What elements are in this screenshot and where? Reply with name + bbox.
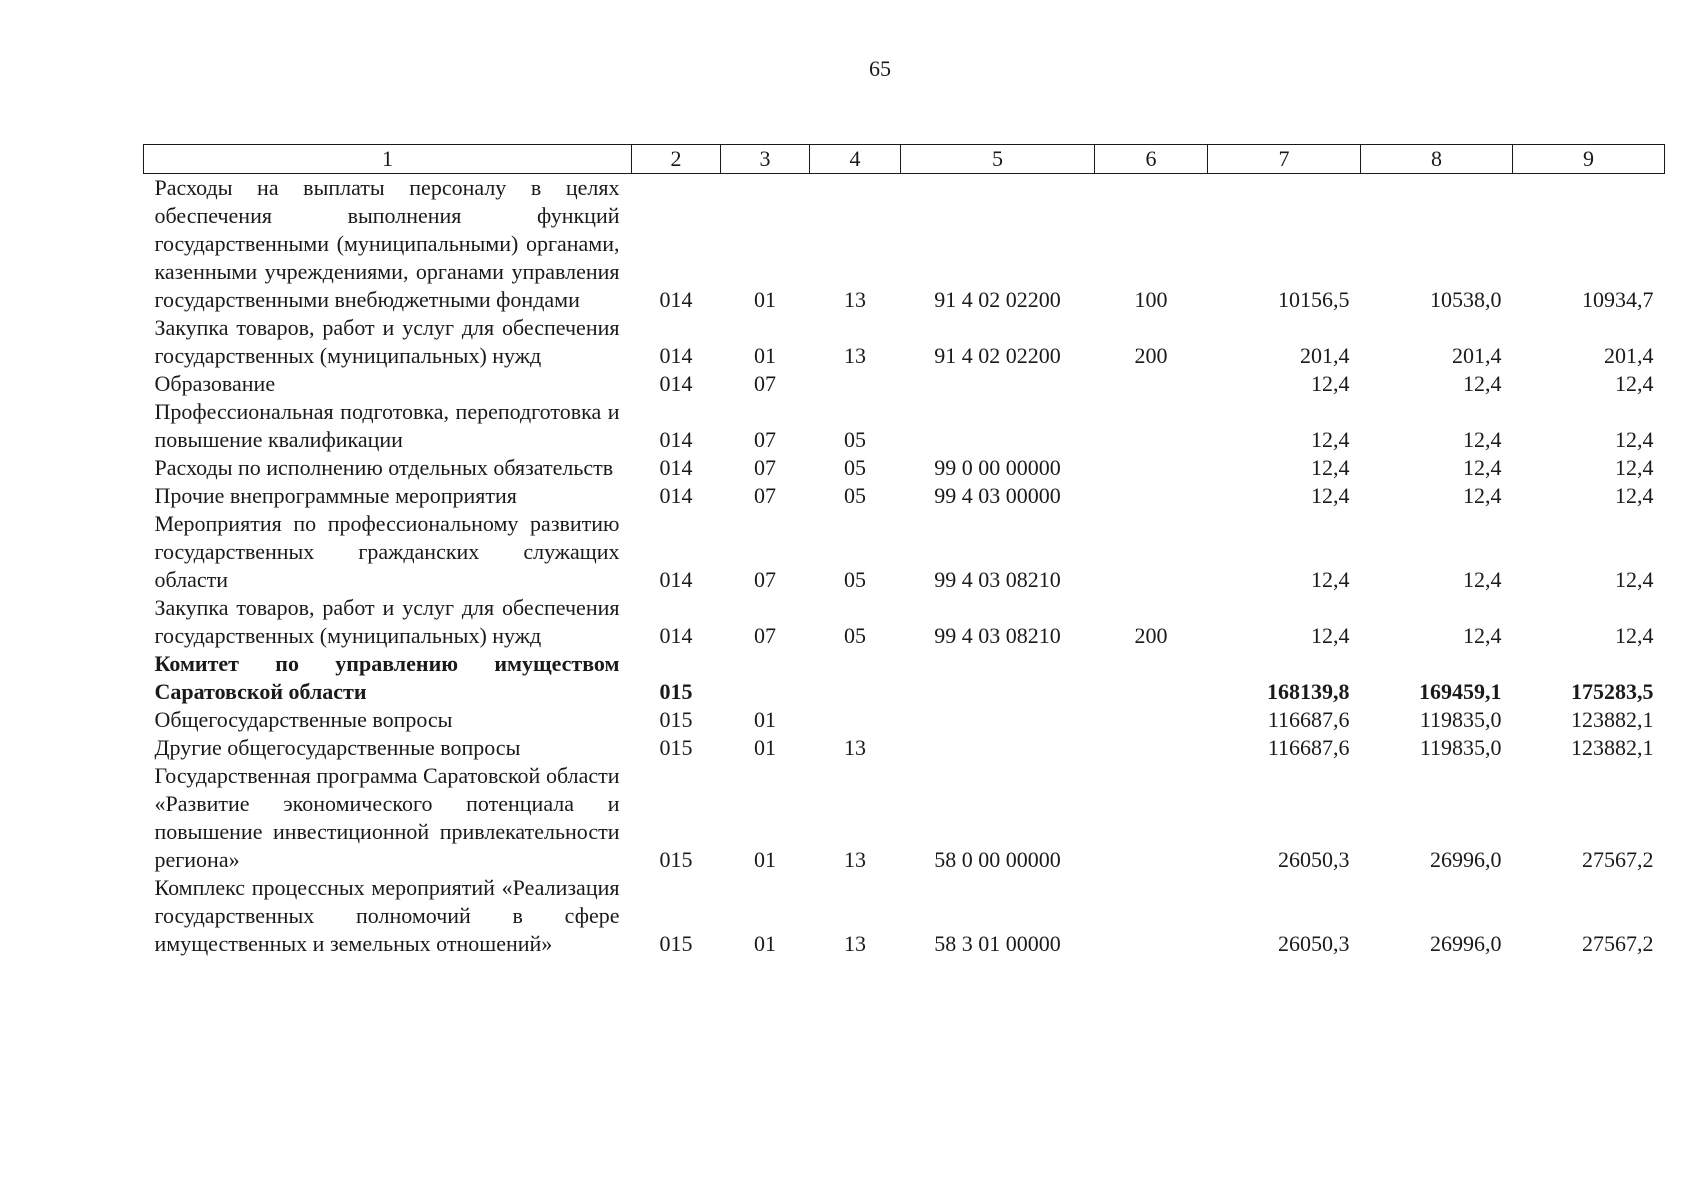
- budget-table: [143, 144, 1665, 958]
- cell-col4: 05: [844, 455, 866, 480]
- column-header: 4: [810, 145, 901, 174]
- cell-col3: 07: [754, 455, 776, 480]
- cell-col9: 123882,1: [1571, 735, 1654, 760]
- cell-col5: [901, 370, 1095, 398]
- cell-col4: 13: [844, 735, 866, 760]
- cell-col2: 014: [659, 567, 693, 592]
- table-row: [144, 510, 1665, 594]
- cell-col3: 01: [754, 847, 776, 872]
- cell-col5: [901, 398, 1095, 454]
- cell-col9: 12,4: [1615, 623, 1654, 648]
- cell-col7: 12,4: [1311, 567, 1350, 592]
- table-row: [144, 174, 1665, 315]
- cell-col7: 12,4: [1311, 623, 1350, 648]
- cell-col7: 10156,5: [1278, 287, 1350, 312]
- row-name: Комплекс процессных мероприятий «Реализация государственных полномочий в сфере имущественных и земельных отношений»: [154, 875, 620, 956]
- cell-col6: 200: [1134, 623, 1168, 648]
- cell-col6: [1095, 874, 1208, 958]
- table-row: [144, 370, 1665, 398]
- cell-col4: 05: [844, 483, 866, 508]
- cell-col3: [721, 650, 810, 706]
- cell-col6: [1095, 482, 1208, 510]
- row-name: Расходы по исполнению отдельных обязательств: [154, 455, 614, 480]
- column-header: 8: [1361, 145, 1513, 174]
- cell-col8: 12,4: [1463, 455, 1502, 480]
- cell-col5: 58 0 00 00000: [934, 847, 1061, 872]
- row-name: Профессиональная подготовка, переподготовка и повышение квалификации: [154, 399, 620, 452]
- cell-col7: 12,4: [1311, 427, 1350, 452]
- cell-col9: 27567,2: [1582, 931, 1654, 956]
- table-row: [144, 706, 1665, 734]
- column-header: 1: [144, 145, 632, 174]
- cell-col6: [1095, 734, 1208, 762]
- cell-col2: 014: [659, 455, 693, 480]
- cell-col9: 10934,7: [1582, 287, 1654, 312]
- table-row: [144, 594, 1665, 650]
- cell-col7: 26050,3: [1278, 847, 1350, 872]
- cell-col3: 01: [754, 343, 776, 368]
- cell-col5: [901, 734, 1095, 762]
- cell-col8: 169459,1: [1419, 679, 1502, 704]
- cell-col7: 12,4: [1311, 455, 1350, 480]
- row-name: Государственная программа Саратовской области «Развитие экономического потенциала и повышение инвестиционной привлекательности региона»: [154, 763, 620, 872]
- cell-col3: 01: [754, 931, 776, 956]
- cell-col2: 014: [659, 427, 693, 452]
- cell-col6: [1095, 650, 1208, 706]
- cell-col2: 015: [659, 707, 693, 732]
- cell-col6: 100: [1134, 287, 1168, 312]
- cell-col3: 01: [754, 287, 776, 312]
- cell-col5: 99 0 00 00000: [934, 455, 1061, 480]
- cell-col4: [810, 650, 901, 706]
- cell-col7: 12,4: [1311, 371, 1350, 396]
- cell-col7: 116687,6: [1267, 735, 1350, 760]
- cell-col4: 13: [844, 847, 866, 872]
- row-name: Общегосударственные вопросы: [154, 707, 453, 732]
- table-row: [144, 454, 1665, 482]
- column-header: 5: [901, 145, 1095, 174]
- cell-col4: 13: [844, 343, 866, 368]
- cell-col6: [1095, 706, 1208, 734]
- cell-col7: 116687,6: [1267, 707, 1350, 732]
- cell-col8: 119835,0: [1419, 735, 1502, 760]
- row-name: Образование: [154, 371, 276, 396]
- cell-col2: 015: [659, 847, 693, 872]
- cell-col9: 175283,5: [1571, 679, 1654, 704]
- cell-col3: 07: [754, 427, 776, 452]
- cell-col8: 12,4: [1463, 623, 1502, 648]
- cell-col2: 014: [659, 371, 693, 396]
- row-name: Другие общегосударственные вопросы: [154, 735, 521, 760]
- cell-col8: 201,4: [1452, 343, 1502, 368]
- cell-col9: 12,4: [1615, 455, 1654, 480]
- cell-col5: 99 4 03 08210: [934, 623, 1061, 648]
- cell-col5: 99 4 03 00000: [934, 483, 1061, 508]
- table-row: [144, 734, 1665, 762]
- column-header: 6: [1095, 145, 1208, 174]
- table-row: [144, 762, 1665, 874]
- cell-col6: [1095, 762, 1208, 874]
- cell-col4: 13: [844, 931, 866, 956]
- column-header: 3: [721, 145, 810, 174]
- cell-col9: 12,4: [1615, 567, 1654, 592]
- column-header: 2: [632, 145, 721, 174]
- row-name: Комитет по управлению имуществом Саратовской области: [154, 651, 620, 704]
- cell-col2: 014: [659, 483, 693, 508]
- table-row: [144, 314, 1665, 370]
- row-name: Мероприятия по профессиональному развитию государственных гражданских служащих области: [154, 511, 620, 592]
- cell-col8: 12,4: [1463, 567, 1502, 592]
- cell-col4: [810, 370, 901, 398]
- cell-col4: 05: [844, 567, 866, 592]
- cell-col8: 26996,0: [1430, 931, 1502, 956]
- cell-col2: 014: [659, 623, 693, 648]
- cell-col7: 26050,3: [1278, 931, 1350, 956]
- cell-col5: [901, 650, 1095, 706]
- cell-col5: 99 4 03 08210: [934, 567, 1061, 592]
- cell-col8: 26996,0: [1430, 847, 1502, 872]
- cell-col9: 12,4: [1615, 371, 1654, 396]
- cell-col5: 58 3 01 00000: [934, 931, 1061, 956]
- row-name: Закупка товаров, работ и услуг для обеспечения государственных (муниципальных) нужд: [154, 315, 620, 368]
- cell-col9: 123882,1: [1571, 707, 1654, 732]
- cell-col2: 015: [659, 931, 693, 956]
- cell-col4: 05: [844, 623, 866, 648]
- cell-col2: 015: [659, 679, 693, 704]
- cell-col8: 10538,0: [1430, 287, 1502, 312]
- cell-col9: 12,4: [1615, 483, 1654, 508]
- cell-col8: 12,4: [1463, 427, 1502, 452]
- cell-col3: 01: [754, 707, 776, 732]
- cell-col7: 12,4: [1311, 483, 1350, 508]
- cell-col6: [1095, 398, 1208, 454]
- cell-col2: 014: [659, 287, 693, 312]
- cell-col3: 07: [754, 483, 776, 508]
- cell-col9: 201,4: [1604, 343, 1654, 368]
- cell-col4: [810, 706, 901, 734]
- cell-col2: 015: [659, 735, 693, 760]
- cell-col8: 12,4: [1463, 483, 1502, 508]
- table-row: [144, 650, 1665, 706]
- table-row: [144, 482, 1665, 510]
- cell-col3: 07: [754, 567, 776, 592]
- cell-col6: [1095, 510, 1208, 594]
- cell-col5: 91 4 02 02200: [934, 287, 1061, 312]
- cell-col7: 168139,8: [1267, 679, 1350, 704]
- table-row: [144, 874, 1665, 958]
- row-name: Прочие внепрограммные мероприятия: [154, 483, 517, 508]
- column-header: 7: [1208, 145, 1361, 174]
- cell-col8: 12,4: [1463, 371, 1502, 396]
- table-header-row: [144, 145, 1665, 174]
- cell-col6: [1095, 370, 1208, 398]
- cell-col9: 12,4: [1615, 427, 1654, 452]
- cell-col6: [1095, 454, 1208, 482]
- cell-col3: 07: [754, 371, 776, 396]
- cell-col9: 27567,2: [1582, 847, 1654, 872]
- cell-col4: 13: [844, 287, 866, 312]
- cell-col5: 91 4 02 02200: [934, 343, 1061, 368]
- cell-col5: [901, 706, 1095, 734]
- cell-col3: 01: [754, 735, 776, 760]
- cell-col4: 05: [844, 427, 866, 452]
- column-header: 9: [1513, 145, 1665, 174]
- row-name: Расходы на выплаты персоналу в целях обеспечения выполнения функций государственными (муниципальными) органами, казенными учреждениями, органами управления государственными внебюджетными фондами: [154, 175, 620, 312]
- page-number: 65: [869, 56, 891, 81]
- cell-col8: 119835,0: [1419, 707, 1502, 732]
- cell-col2: 014: [659, 343, 693, 368]
- cell-col3: 07: [754, 623, 776, 648]
- table-row: [144, 398, 1665, 454]
- cell-col7: 201,4: [1300, 343, 1350, 368]
- row-name: Закупка товаров, работ и услуг для обеспечения государственных (муниципальных) нужд: [154, 595, 620, 648]
- cell-col6: 200: [1134, 343, 1168, 368]
